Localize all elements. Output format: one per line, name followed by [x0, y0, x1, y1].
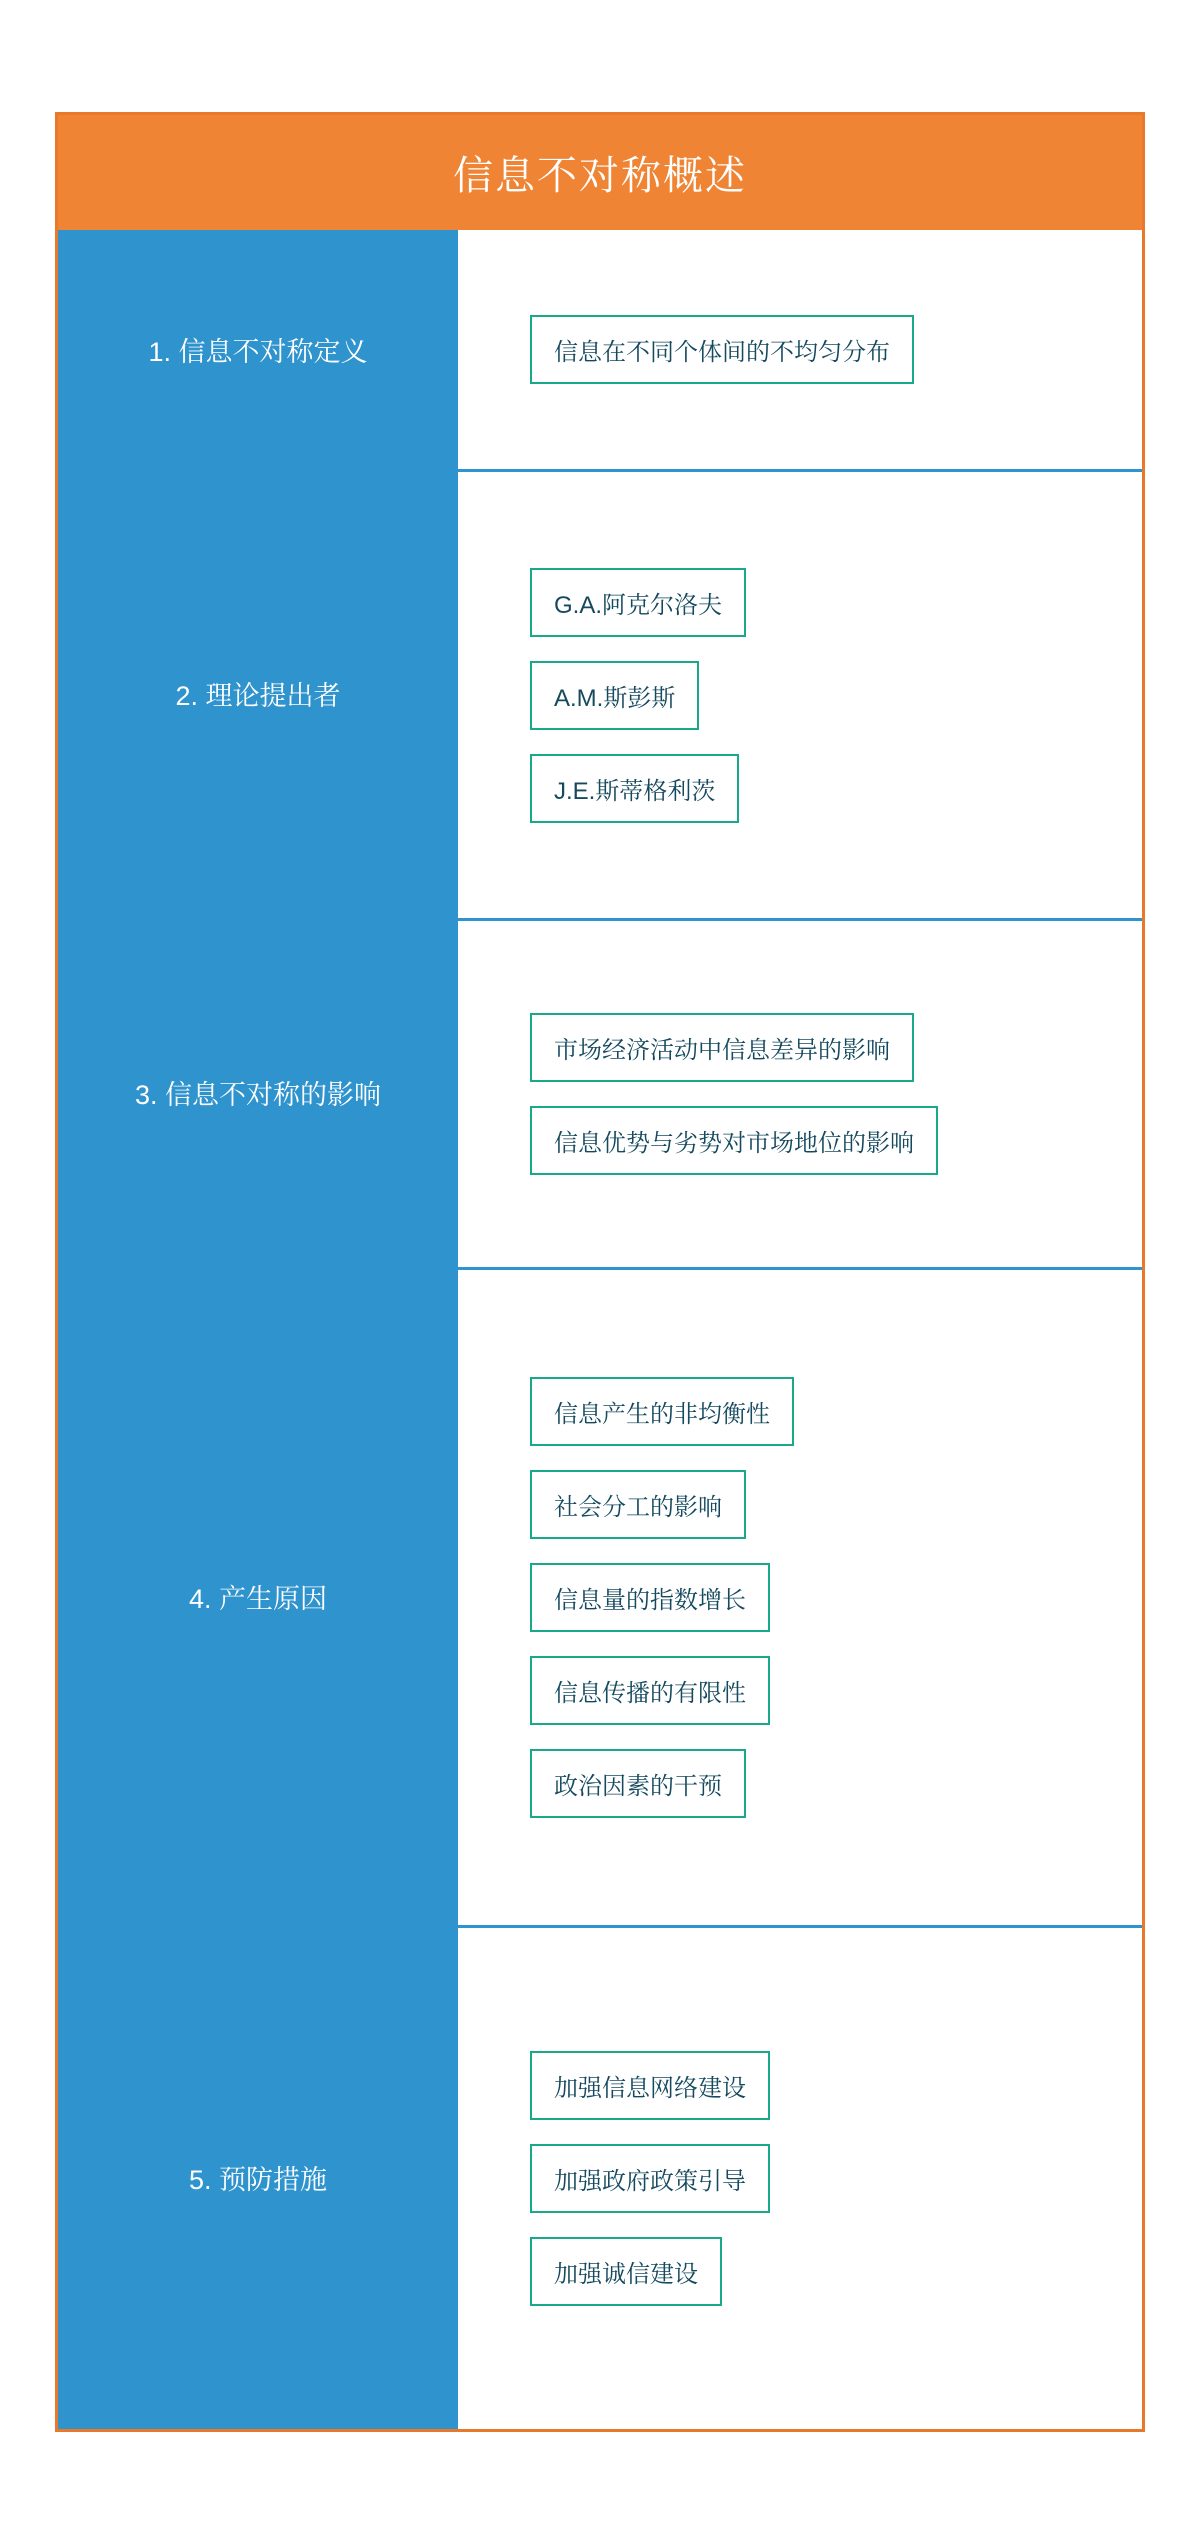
section-content-2	[458, 469, 1142, 918]
section-content-5	[458, 1925, 1142, 2429]
list-item: J.E.斯蒂格利茨	[530, 754, 739, 823]
section-content-3	[458, 918, 1142, 1267]
list-item: 加强诚信建设	[530, 2237, 722, 2306]
section-content-4	[458, 1267, 1142, 1925]
list-item: 信息传播的有限性	[530, 1656, 770, 1725]
list-item: A.M.斯彭斯	[530, 661, 699, 730]
section-label-4: 4. 产生原因	[188, 1583, 328, 1614]
section-label-1: 1. 信息不对称定义	[148, 337, 368, 368]
section-content-1	[458, 230, 1142, 469]
list-item: 加强政府政策引导	[530, 2144, 770, 2213]
list-item: 信息产生的非均衡性	[530, 1377, 794, 1446]
section-label-3: 3. 信息不对称的影响	[134, 1080, 382, 1111]
list-item: G.A.阿克尔洛夫	[530, 568, 746, 637]
list-item: 信息量的指数增长	[530, 1563, 770, 1632]
mindmap-chart	[55, 112, 1145, 2432]
chart-title-bar	[58, 115, 1142, 230]
list-item: 社会分工的影响	[530, 1470, 746, 1539]
section-content-column	[458, 230, 1142, 2429]
list-item: 市场经济活动中信息差异的影响	[530, 1013, 914, 1082]
chart-body	[58, 230, 1142, 2429]
section-label-5: 5. 预防措施	[188, 2164, 328, 2195]
section-label-2: 2. 理论提出者	[175, 681, 341, 712]
section-label-column	[58, 230, 458, 2429]
list-item: 信息在不同个体间的不均匀分布	[530, 315, 914, 384]
list-item: 加强信息网络建设	[530, 2051, 770, 2120]
chart-title: 信息不对称概述	[453, 154, 747, 198]
list-item: 政治因素的干预	[530, 1749, 746, 1818]
list-item: 信息优势与劣势对市场地位的影响	[530, 1106, 938, 1175]
